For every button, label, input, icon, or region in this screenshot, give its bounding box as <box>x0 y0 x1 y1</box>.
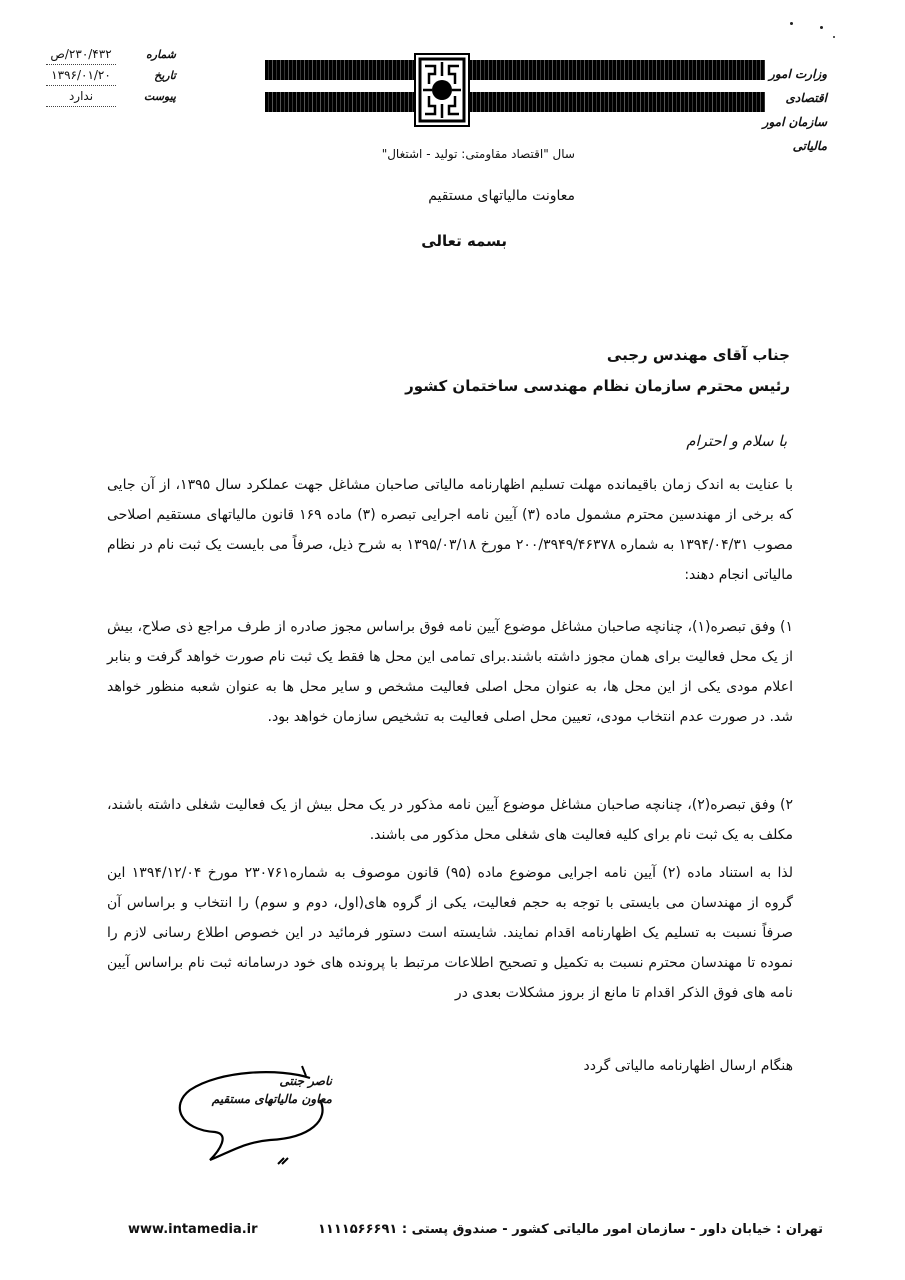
body-paragraph-3: لذا به استناد ماده (۲) آیین نامه اجرایی موضوع ماده (۹۵) قانون موصوف به شماره۲۳۰۷۶۱ مورخ ۱۳۹۴/۱۲/۰۴ این گروه از مهندسان می بایستی با توجه به حجم فعالیت، یکی از گروه های(اول، دوم و سوم) را انتخاب و براساس آن صرفاً نسبت به تسلیم یک اظهارنامه اقدام نمایند. شایسته است دستور فرمائید در این خصوص اطلاع رسانی لازم را نموده تا مهندسان محترم نسبت به تکمیل و تصحیح اطلاعات مرتبط با پرونده های خود درسامانه ثبت نام براساس آیین نامه های فوق الذکر اقدام تا مانع از بروز مشکلات بعدی در <box>107 865 793 1001</box>
body-item-1: ۱) وفق تبصره(۱)، چنانچه صاحبان مشاغل موضوع آیین نامه فوق براساس مجوز صادره از طرف مراجع ذی صلاح، بیش از یک محل فعالیت برای همان مجوز داشته باشند.برای تمامی این محل ها فقط یک ثبت نام صورت خواهد گرفت و بنابر اعلام مودی یکی از این محل ها، به عنوان محل اصلی فعالیت مشخص و سایر محل ها به عنوان شعبه منظور خواهد شد. در صورت عدم انتخاب مودی، تعیین محل اصلی فعالیت به تشخیص سازمان خواهد بود. <box>107 619 794 725</box>
body-item-2: ۲) وفق تبصره(۲)، چنانچه صاحبان مشاغل موضوع آیین نامه مذکور در یک محل بیش از یک فعالیت شغلی داشته باشند، مکلف به یک ثبت نام برای کلیه فعالیت های شغلی محل مذکور می باشند. <box>107 797 793 843</box>
letterhead-bar-top <box>265 60 765 80</box>
scan-speck <box>790 22 793 25</box>
greeting: با سلام و احترام <box>686 432 787 450</box>
ministry-line-1: وزارت امور اقتصادی <box>769 67 827 105</box>
letterhead-bar-bottom <box>265 92 765 112</box>
body-closing-line: هنگام ارسال اظهارنامه مالیاتی گردد <box>583 1058 793 1074</box>
meta-attachment-row <box>46 86 176 107</box>
letter-date: ۱۳۹۶/۰۱/۲۰ <box>46 65 116 86</box>
meta-date-row <box>46 65 176 86</box>
year-slogan: سال "اقتصاد مقاومتی: تولید - اشتغال" <box>381 147 575 161</box>
letter-attachment: ندارد <box>46 86 116 107</box>
letter-meta <box>46 44 176 107</box>
scan-speck <box>833 36 835 38</box>
scan-speck <box>820 26 823 29</box>
addressee-title: رئیس محترم سازمان نظام مهندسی ساختمان کشور <box>405 377 790 395</box>
footer-address: تهران : خیابان داور - سازمان امور مالیاتی کشور - صندوق پستی : ۱۱۱۱۵۶۶۶۹۱ <box>317 1222 823 1237</box>
letter-date-label: تاریخ <box>154 68 176 82</box>
letter-number-label: شماره <box>145 47 176 61</box>
letterhead-band <box>265 58 765 122</box>
signatory-name: ناصر جنتی <box>279 1074 332 1088</box>
letter-number: ۲۳۰/۴۳۲/ص <box>46 44 116 65</box>
meta-number-row <box>46 44 176 65</box>
body-paragraph-1: با عنایت به اندک زمان باقیمانده مهلت تسلیم اظهارنامه مالیاتی صاحبان مشاغل جهت عملکرد سال ۱۳۹۵، از آن جایی که برخی از مهندسین محترم مشمول ماده (۳) آیین نامه اجرایی تبصره (۳) ماده ۱۶۹ قانون مالیاتهای مستقیم اصلاحی مصوب ۱۳۹۴/۰۴/۳۱ به شماره ۲۰۰/۳۹۴۹/۴۶۳۷۸ مورخ ۱۳۹۵/۰۳/۱۸ به شرح ذیل، صرفاً می بایست یک ثبت نام در نظام مالیاتی انجام دهند: <box>107 477 793 583</box>
ministry-line-2: سازمان امور مالیاتی <box>762 115 827 153</box>
addressee-block <box>405 340 790 402</box>
signatory-title: معاون مالیاتهای مستقیم <box>211 1092 332 1106</box>
bismillah-heading: بسمه تعالی <box>421 232 507 250</box>
signature-block <box>160 1060 340 1175</box>
addressee-name: جناب آقای مهندس رجبی <box>606 346 790 364</box>
ministry-name <box>737 62 827 158</box>
footer-website: www.intamedia.ir <box>128 1222 258 1237</box>
issuing-department: معاونت مالیاتهای مستقیم <box>428 188 575 204</box>
ministry-emblem-icon <box>413 52 471 128</box>
letter-attachment-label: پیوست <box>143 89 176 103</box>
